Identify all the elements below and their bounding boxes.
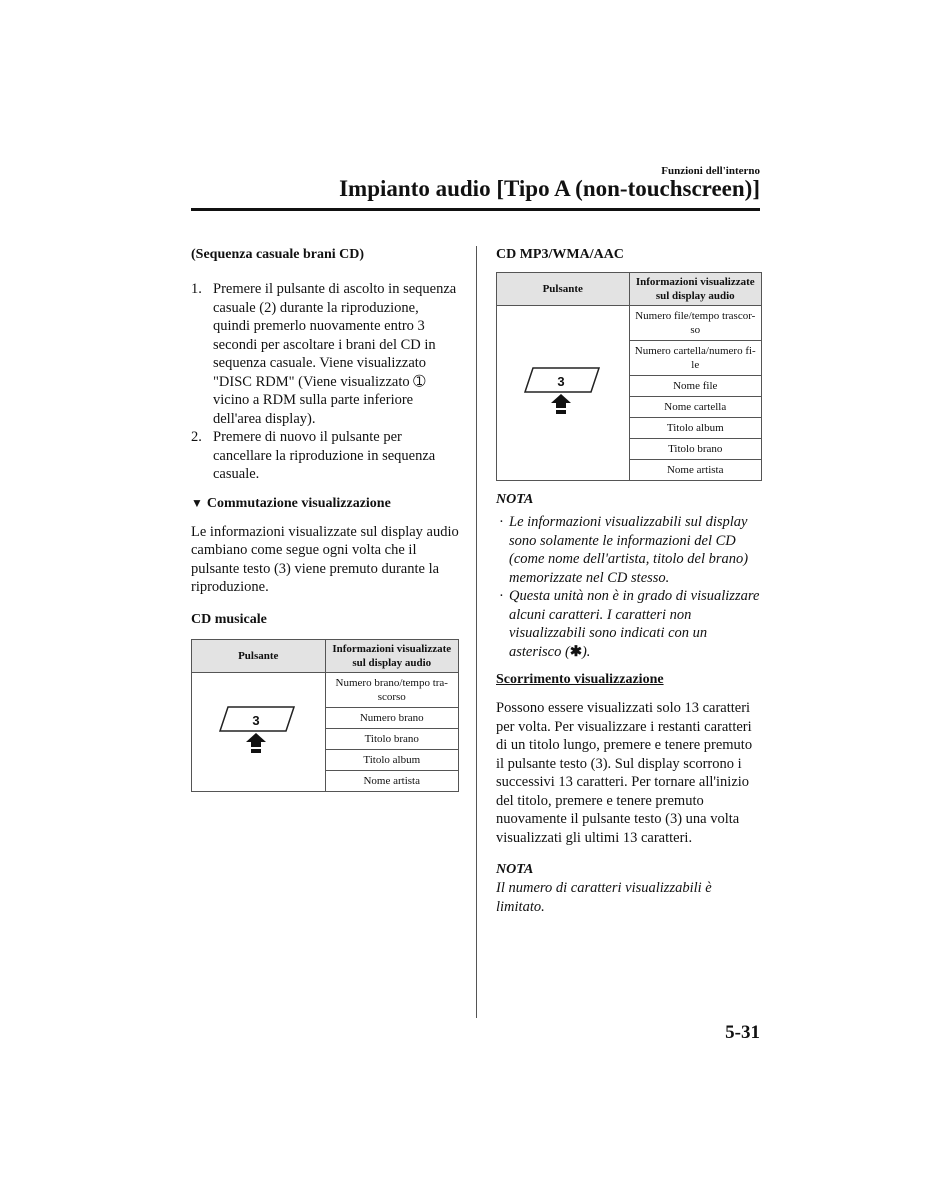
text-button-3-icon [218, 703, 298, 761]
step-number: 2. [191, 429, 202, 445]
nota-item: · Le informazioni visualizzabili sul display sono solamente le informazioni del CD (come nome dell'artista, titolo del brano) memorizzate nel CD stesso. [499, 514, 749, 586]
step-text: Premere di nuovo il pulsante per cancellare la riproduzione in sequenza casuale. [213, 429, 436, 482]
random-icon: ➀ [413, 373, 426, 390]
asterisk-icon: ✱ [569, 643, 582, 660]
step-item [191, 428, 459, 484]
left-column [191, 246, 459, 792]
scroll-text: Possono essere visualizzati solo 13 caratteri per volta. Per visualizzare i restanti caratteri di un titolo lungo, premere e tenere premuto il pulsante testo (3). Sul display scorrono i successivi 13 caratteri. Per tornare all'inizio del titolo, premere e tenere premuto nuovamente il pulsante testo (3) una volta visualizzati gli ultimi 13 caratteri. [496, 700, 753, 846]
random-cd-subhead: (Sequenza casuale brani CD) [191, 247, 365, 262]
table-cell: Titolo brano [325, 728, 459, 749]
table-cell: Nome cartella [629, 397, 762, 418]
header-rule [191, 208, 760, 211]
mp3-table [496, 272, 762, 481]
step-item [191, 280, 459, 428]
button-number-label: 3 [252, 712, 260, 728]
table-cell: Nome file [629, 376, 762, 397]
cd-music-heading: CD musicale [191, 611, 267, 627]
text-button-3-icon [523, 364, 603, 422]
section-title: Funzioni dell'interno [661, 165, 760, 177]
table-cell: Titolo album [629, 418, 762, 439]
button-number-label: 3 [557, 374, 565, 389]
table-cell: Numero cartella/numero fi-le [629, 341, 762, 376]
step-text-after: vicino a RDM sulla parte inferiore dell'area display). [213, 392, 414, 427]
cd-music-table [191, 639, 459, 792]
table-cell: Titolo brano [629, 439, 762, 460]
page-title: Impianto audio [Tipo A (non-touchscreen)] [339, 176, 760, 201]
table-header-button: Pulsante [192, 639, 326, 672]
switch-display-heading-text: Commutazione visualizzazione [206, 495, 391, 511]
table-cell: Nome artista [325, 770, 459, 791]
nota-text-2: Il numero di caratteri visualizzabili è limitato. [496, 880, 712, 915]
page-number: 5-31 [725, 1022, 760, 1043]
table-header-button: Pulsante [497, 273, 630, 306]
mp3-heading: CD MP3/WMA/AAC [496, 247, 624, 262]
right-column [496, 246, 762, 916]
scroll-heading: Scorrimento visualizzazione [496, 672, 664, 687]
table-cell: Numero brano [325, 707, 459, 728]
nota-item-end: ). [581, 643, 591, 660]
nota-title-2: NOTA [496, 862, 534, 877]
column-divider [476, 246, 477, 1018]
switch-display-heading [191, 494, 459, 513]
nota-title: NOTA [496, 492, 534, 507]
table-cell: Numero file/tempo trascor-so [629, 306, 762, 341]
nota-item: · Questa unità non è in grado di visualizzare alcuni caratteri. I caratteri non visualizzabili sono indicati con un asterisco (✱). [499, 588, 760, 660]
nota-list [496, 513, 762, 661]
button-cell [192, 672, 326, 791]
switch-display-text: Le informazioni visualizzate sul display audio cambiano come segue ogni volta che il pulsante testo (3) viene premuto durante la riproduzione. [191, 523, 459, 595]
table-header-info: Informazioni visualizzate sul display audio [325, 639, 459, 672]
table-header-info: Informazioni visualizzate sul display audio [629, 273, 762, 306]
triangle-marker-icon: ▼ [191, 495, 203, 510]
table-cell: Numero brano/tempo tra-scorso [325, 672, 459, 707]
button-cell [497, 306, 630, 481]
table-cell: Titolo album [325, 749, 459, 770]
step-number: 1. [191, 281, 202, 297]
step-text: Premere il pulsante di ascolto in sequenza casuale (2) durante la riproduzione, quindi premerlo nuovamente entro 3 secondi per ascoltare i brani del CD in sequenza casuale. Viene visualizzato "DISC RDM" (Viene visualizzato [213, 281, 457, 390]
steps-list [191, 280, 459, 484]
nota-item-text: Questa unità non è in grado di visualizzare alcuni caratteri. I caratteri non visualizzabili sono indicati con un asterisco ( [509, 588, 760, 660]
table-cell: Nome artista [629, 460, 762, 481]
nota-item-text: Le informazioni visualizzabili sul display sono solamente le informazioni del CD (come nome dell'artista, titolo del brano) memorizzate nel CD stesso. [509, 514, 749, 586]
